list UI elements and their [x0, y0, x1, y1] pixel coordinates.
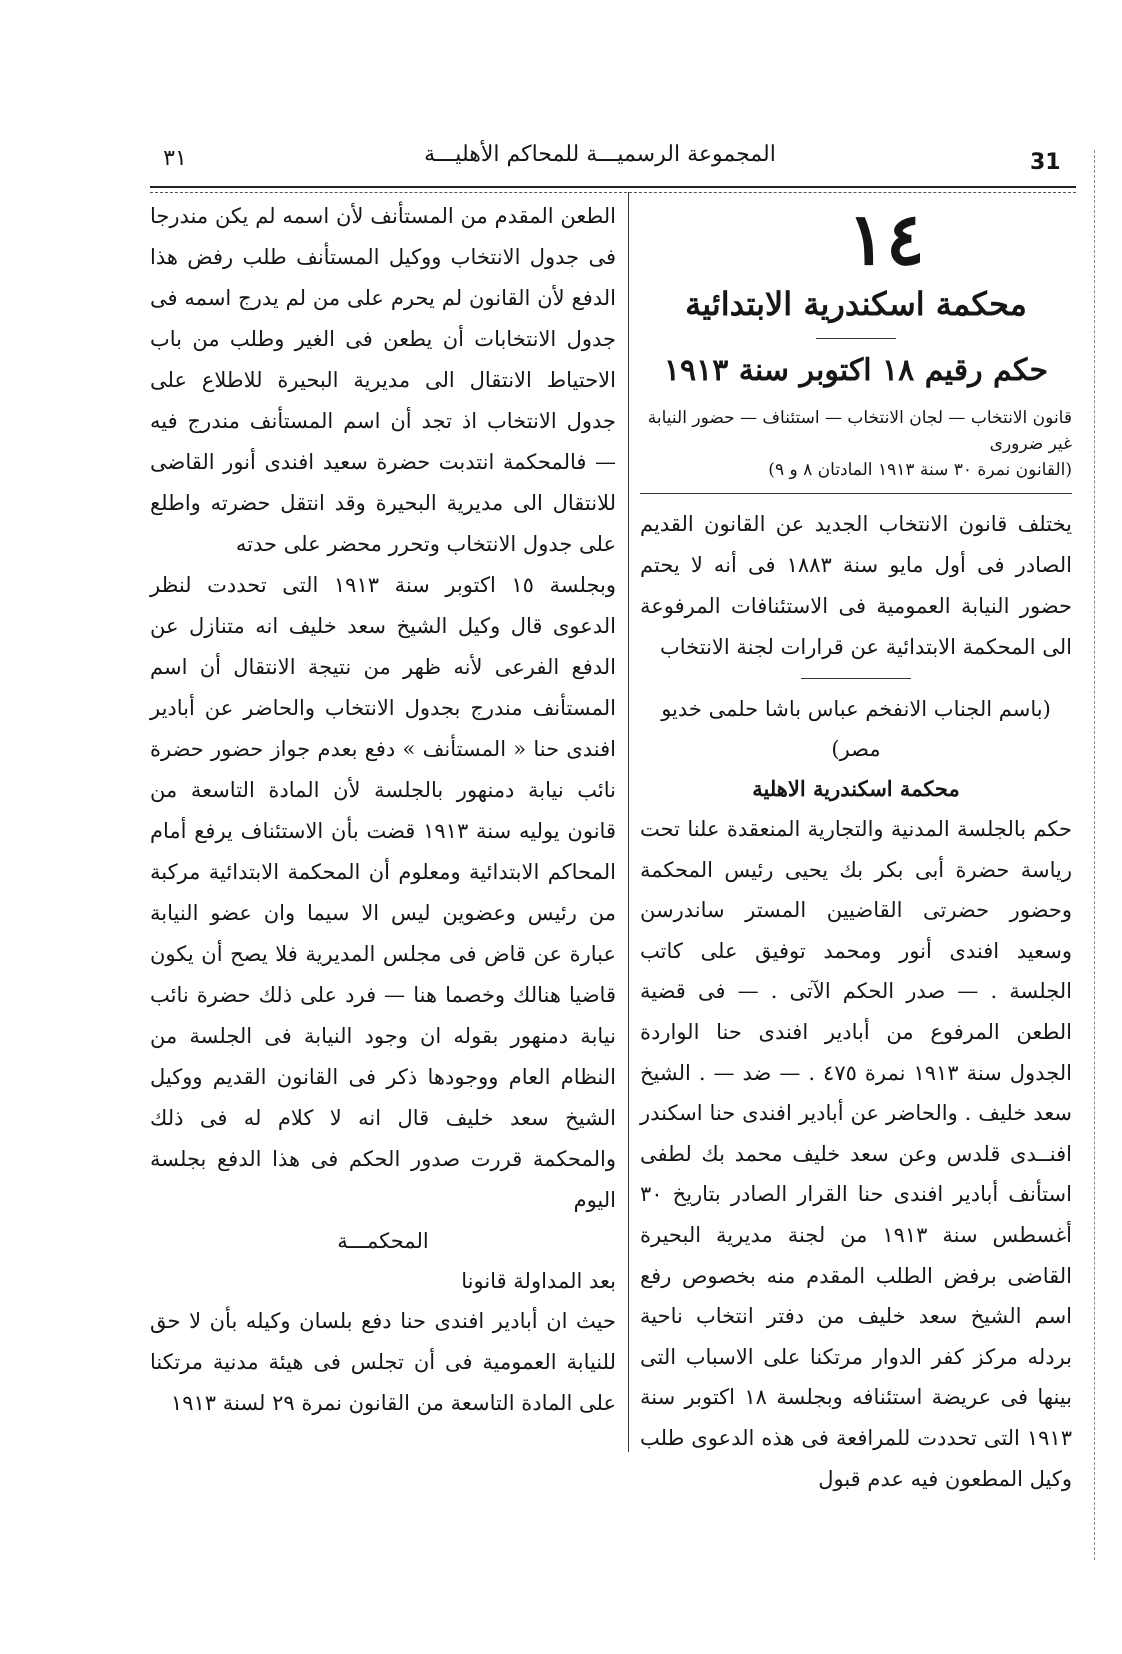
judgment-body: حكم بالجلسة المدنية والتجارية المنعقدة علنا تحت رياسة حضرة أبى بكر بك يحيى رئيس المحكمة وحضور حضرتى القاضيين المستر ساندرسن وسعيد افندى أنور ومحمد توفيق على كاتب الجلسة . — صدر الحكم الآتى . — فى قضية الطعن المرفوع من أبادير افندى حنا الواردة الجدول سنة ١٩١٣ نمرة ٤٧٥ . — ضد — . الشيخ سعد خليف . والحاضر عن أبادير افندى حنا اسكندر افنــدى قلدس وعن سعد خليف محمد بك لطفى استأنف أبادير افندى حنا القرار الصادر بتاريخ ٣٠ أغسطس سنة ١٩١٣ من لجنة مديرية البحيرة القاضى برفض الطلب المقدم منه بخصوص رفع اسم الشيخ سعد خليف من دفتر انتخاب ناحية بردله مركز كفر الدوار مرتكنا على الاسباب التى بينها فى عريضة استئنافه وبجلسة ١٨ اكتوبر سنة ١٩١٣ التى تحددت للمرافعة فى هذه الدعوى طلب وكيل المطعون فيه عدم قبول: [640, 817, 1073, 1491]
paragraph-1: الطعن المقدم من المستأنف لأن اسمه لم يكن مندرجا فى جدول الانتخاب ووكيل المستأنف طلب رفض هذا الدفع لأن القانون لم يحرم على من لم يدرج اسمه فى جدول الانتخابات أن يطعن فى الغير وطلب من باب الاحتياط الانتقال الى مديرية البحيرة للاطلاع على جدول الانتخاب اذ تجد أن اسم المستأنف مندرج فيه — فالمحكمة انتدبت حضرة سعيد افندى أنور القاضى للانتقال الى مديرية البحيرة وقد انتقل حضرته واطلع على جدول الانتخاب وتحرر محضر على حدته: [150, 204, 616, 556]
court-word: المحكمـــة: [337, 1229, 429, 1253]
page-edge-rule: [1094, 150, 1095, 1560]
paragraph-2: وبجلسة ١٥ اكتوبر سنة ١٩١٣ التى تحددت لنظر الدعوى قال وكيل الشيخ سعد خليف انه متنازل عن الدفع الفرعى لأنه ظهر من نتيجة الانتقال أن اسم المستأنف مندرج بجدول الانتخاب والحاضر عن أبادير افندى حنا « المستأنف » دفع بعدم جواز حضور حضرة نائب نيابة دمنهور بالجلسة لأن المادة التاسعة من قانون يوليه سنة ١٩١٣ قضت بأن الاستئناف يرفع أمام المحاكم الابتدائية ومعلوم أن المحكمة الابتدائية مركبة من رئيس وعضوين ليس الا سيما وان عضو النيابة عبارة عن قاض فى مجلس المديرية فلا يصح أن يكون قاضيا هنالك وخصما هنا — فرد على ذلك حضرة نائب نيابة دمنهور بقوله ان وجود النيابة فى الجلسة من النظام العام ووجودها ذكر فى القانون القديم ووكيل الشيخ سعد خليف قال انه لا كلام له فى ذلك والمحكمة قررت صدور الحكم فى هذا الدفع بجلسة اليوم: [150, 573, 616, 1212]
publication-title: المجموعة الرسميـــة للمحاكم الأهليـــة: [424, 142, 776, 167]
law-reference: (القانون نمرة ٣٠ سنة ١٩١٣ المادتان ٨ و ٩): [768, 460, 1072, 480]
left-column: [150, 196, 616, 1424]
section-rule: [816, 338, 896, 339]
court-heading: محكمة اسكندرية الابتدائية: [685, 285, 1027, 323]
page-number-arabic: ٣١: [163, 146, 187, 171]
right-column: [640, 196, 1072, 1499]
legal-summary: يختلف قانون الانتخاب الجديد عن القانون القديم الصادر فى أول مايو سنة ١٨٨٣ فى أنه لا يحتم حضور النيابة العمومية فى الاستئنافات المرفوعة الى المحكمة الابتدائية عن قرارات لجنة الانتخاب: [640, 512, 1072, 659]
case-number: ١٤: [847, 196, 925, 281]
header-rule-dashed: [150, 192, 1076, 193]
keywords-line: قانون الانتخاب — لجان الانتخاب — استئناف — حضور النيابة غير ضرورى: [647, 408, 1072, 454]
court-name: محكمة اسكندرية الاهلية: [752, 776, 960, 801]
deliberation-line: بعد المداولة قانونا: [461, 1269, 616, 1293]
verdict-heading: حكم رقيم ١٨ اكتوبر سنة ١٩١٣: [663, 353, 1049, 388]
summary-end-rule: [801, 678, 911, 679]
header-rule: [150, 186, 1076, 188]
column-divider: [628, 192, 629, 1452]
page-number-latin: 31: [1030, 150, 1061, 175]
summary-rule: [640, 493, 1072, 494]
khedive-line: (باسم الجناب الانفخم عباس باشا حلمى خديو مصر): [661, 697, 1051, 761]
paragraph-3: حيث ان أبادير افندى حنا دفع بلسان وكيله بأن لا حق للنيابة العمومية فى أن تجلس فى هيئة مدنية مرتكنا على المادة التاسعة من القانون نمرة ٢٩ لسنة ١٩١٣: [150, 1309, 616, 1415]
